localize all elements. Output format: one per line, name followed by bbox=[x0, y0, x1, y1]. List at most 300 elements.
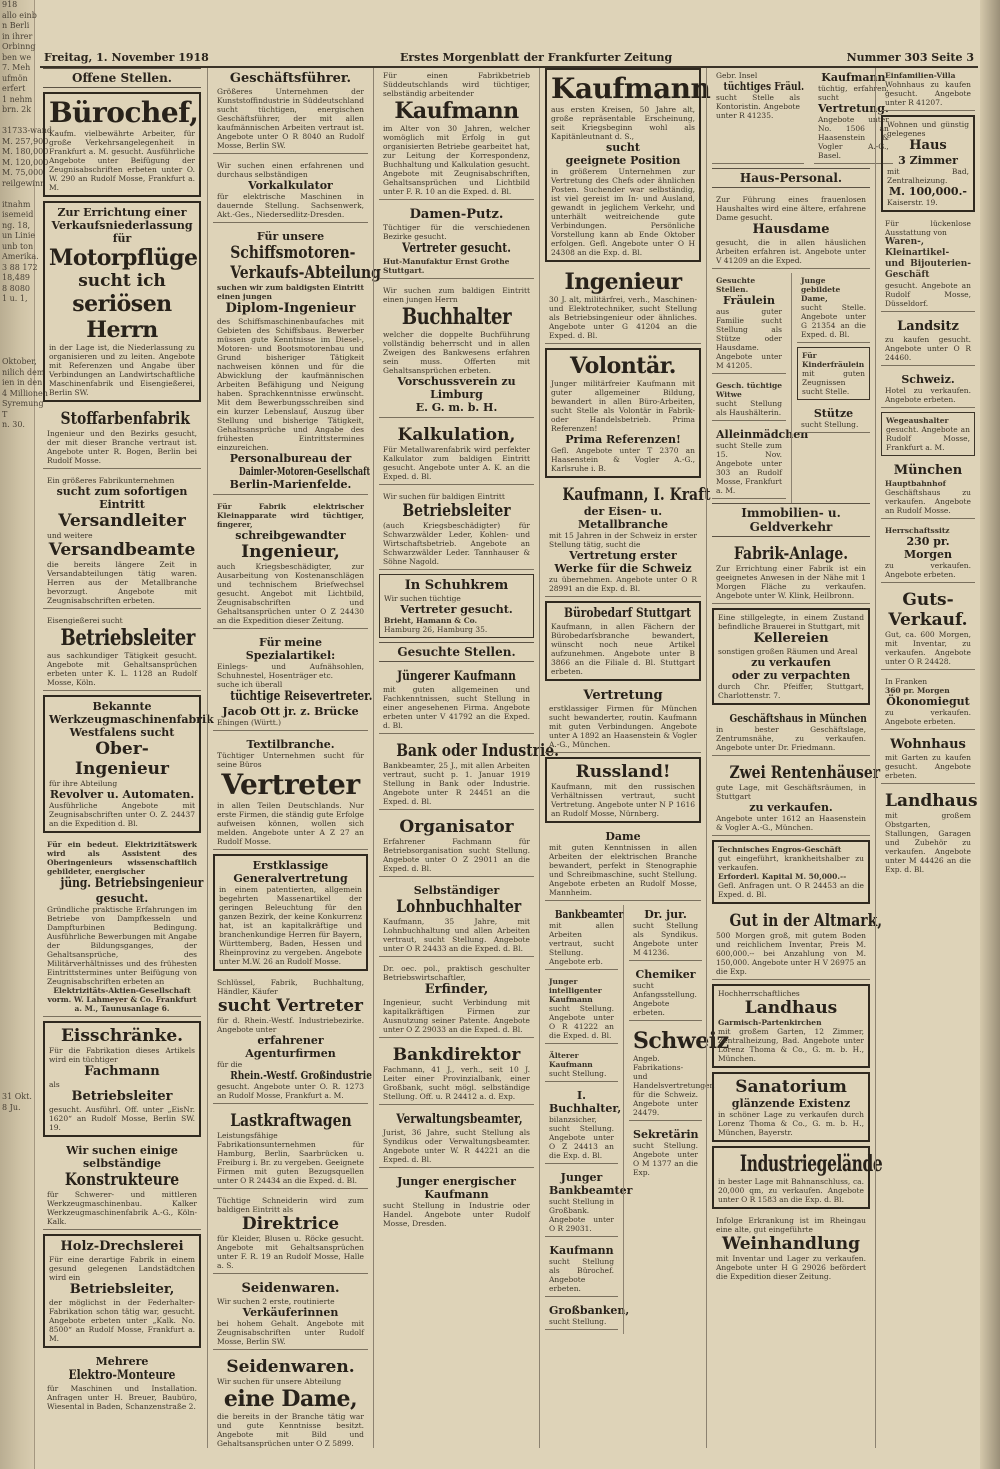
ad-line: sucht ich bbox=[78, 271, 166, 291]
margin-fragment: ng. 18, bbox=[2, 220, 31, 230]
margin-fragment: unb ton bbox=[2, 241, 34, 251]
ad-body: sucht Stelle zum 15. Nov. Angebote unter 303 an Rudolf Mosse, Frankfurt a. M. bbox=[716, 441, 782, 495]
margin-fragment bbox=[0, 987, 34, 998]
ad-title: Chemiker bbox=[635, 968, 696, 981]
margin-fragment bbox=[0, 924, 34, 935]
margin-fragment bbox=[0, 714, 34, 725]
ad-burochef bbox=[43, 92, 201, 197]
margin-fragment: brn. 2k bbox=[2, 105, 32, 114]
ad-line: Garmisch-Partenkirchen bbox=[718, 1018, 822, 1027]
ad-title: Kaufmann bbox=[821, 71, 886, 84]
margin-fragment bbox=[0, 683, 34, 694]
ad-title: Geschäftsführer. bbox=[229, 71, 352, 86]
ad-sanatorium bbox=[712, 1072, 870, 1142]
ad-line: Eisengießerei sucht bbox=[47, 616, 123, 625]
page-header bbox=[40, 48, 978, 68]
ad-kaufmann-kraft bbox=[545, 482, 711, 597]
ad-title: Verkäuferinnen bbox=[242, 1306, 339, 1319]
ad-body: gesucht. Ausführl. Off. unter „EisNr. 1620“ an Rudolf Mosse, Berlin SW. 19. bbox=[49, 1105, 195, 1132]
margin-fragment: ien in den bbox=[2, 378, 43, 387]
ad-lohnbuchhalter bbox=[379, 881, 534, 957]
margin-fragment bbox=[0, 1008, 34, 1019]
ad-landsitz bbox=[881, 316, 975, 366]
ad-line: Gefl. Anfragen unt. O R 24453 an die Exped. d. Bl. bbox=[718, 881, 864, 899]
ad-body: sucht Stelle als Kontoristin. Angebote unter R 41235. bbox=[716, 93, 800, 120]
ad-line: für ihre Abteilung bbox=[49, 779, 118, 788]
ad-line: Hochherrschaftliches bbox=[718, 989, 800, 998]
margin-fragment: 1 nehm bbox=[2, 94, 33, 104]
section-title: Immobilien- u. Geldverkehr bbox=[712, 503, 870, 537]
ad-body: des Schiffsmaschinenbaufaches mit Gebieten des Schiffsbaus. Bewerber müssen gute Kenntnisse im Diesel-, Motoren- und Bootsmotorenbau und Grund bisheriger Tätigkeit nachweisen können und für die Abwicklung der kaufmännischen Arbeiten Befähigung und Neigung haben. Sprachkenntnisse erwünscht. Mit dem Bewerbungsschreiben sind ein kurzer Lebenslauf, Auszug über Stellung und bisherige Tätigkeit, Gehaltsansprüche und Angabe des frühesten Eintrittstermines einzureichen. bbox=[217, 317, 364, 452]
margin-fragment bbox=[0, 861, 34, 872]
margin-fragment bbox=[0, 1050, 34, 1061]
ad-body: in größerem Unternehmen zur Vertretung des Chefs oder ähnlichen Posten. Suchender war selbständig, ist viel gereist im In- und Ausland, gewandt in jeglichem Verkehr, und unterhält weitreichende gute Verbindungen. Persönliche Vorstellung kann ab Ende Oktober erfolgen. Gefl. Angebote unter O H 24308 an die Exp. d. Bl. bbox=[551, 167, 695, 257]
ad-body: Kaufmann, in allen Fächern der Bürobedarfsbranche bewandert, wünscht noch neue Artikel aufzunehmen. Angebote unter B 3866 an die Filiale d. Bl. Stuttgart erbeten. bbox=[551, 622, 695, 676]
ad-holz-drechslerei bbox=[43, 1234, 201, 1348]
ad-title: Russland! bbox=[575, 762, 671, 782]
ad-body: mit 15 Jahren in der Schweiz in erster Stellung tätig, sucht die bbox=[549, 531, 697, 549]
ad-body: sucht Stellung. Angebote unter O R 41222 an die Exped. d. Bl. bbox=[549, 1004, 614, 1040]
ad-firm: Elektrizitäts-Aktien-Gesellschaft vorm. W. Lahmeyer & Co. Frankfurt a. M., Taunusanlage 6. bbox=[47, 986, 197, 1013]
ad-body: mit guten Kenntnissen in allen Arbeiten der elektrischen Branche bewandert, perfekt in Stenographie und Schreibmaschine, sucht Stellung. Angebote erbeten an Rudolf Mosse, Mannheim. bbox=[549, 843, 697, 897]
ad-title: Ingenieur, bbox=[241, 542, 340, 562]
margin-fragment: 918 bbox=[2, 0, 18, 9]
ad-jungerer-kaufmann bbox=[379, 666, 534, 734]
ad-title: I. Buchhalter, bbox=[549, 1089, 622, 1115]
ad-geschaftsfuhrer bbox=[213, 68, 368, 154]
ad-title: Bank oder Industrie. bbox=[396, 741, 559, 761]
margin-fragment bbox=[0, 578, 34, 589]
ad-wohnhaus bbox=[881, 734, 975, 784]
margin-fragment bbox=[0, 483, 34, 494]
ad-title: tüchtiges Fräul. bbox=[723, 80, 805, 93]
ad-line: 360 pr. Morgen bbox=[885, 686, 950, 695]
ad-line: Wir suchen einen erfahrenen und durchaus selbständigen bbox=[217, 161, 364, 179]
ad-body: bilanzsicher, sucht Stellung. Angebote unter O Z 24413 an die Exp. d. Bl. bbox=[549, 1115, 614, 1160]
margin-fragment bbox=[0, 1176, 34, 1187]
ad-body: sucht Stellung als Syndikus. Angebote unter M 41236. bbox=[633, 921, 698, 957]
ad-buchhalter-col4 bbox=[545, 1086, 622, 1164]
ad-title: Organisator bbox=[399, 817, 514, 837]
ad-line: Bekannte Werkzeugmaschinenfabrik bbox=[49, 700, 214, 726]
col5-mid-right bbox=[791, 273, 875, 503]
ad-body: der möglichst in der Federhalter-Fabrikation schon tätig war, gesucht. Angebote erbeten unter „Kalk. No. 8500“ an Rudolf Mosse, Frankfurt a. M. bbox=[49, 1298, 195, 1343]
ad-fabrik-anlage bbox=[712, 541, 870, 604]
ad-line: glänzende Existenz bbox=[731, 1097, 851, 1110]
ad-line: Ehingen (Württ.) bbox=[217, 718, 282, 727]
col4-left bbox=[540, 905, 633, 1334]
margin-fragment bbox=[0, 1155, 34, 1166]
margin-fragment: nilich dem bbox=[2, 367, 45, 377]
ad-title: Dr. jur. bbox=[644, 908, 687, 921]
margin-fragment bbox=[0, 903, 34, 914]
margin-fragment: 1 u. 1, bbox=[2, 294, 28, 303]
ad-line: Für die Fabrikation dieses Artikels wird ein tüchtiger bbox=[49, 1046, 195, 1064]
ad-dame bbox=[545, 827, 701, 901]
margin-fragment bbox=[0, 725, 34, 736]
ad-line: 230 pr. Morgen bbox=[904, 535, 952, 561]
ad-line: Selbständiger bbox=[413, 884, 500, 897]
ad-body: aus ersten Kreisen, 50 Jahre alt, große repräsentable Erscheinung, seit Kriegsbeginn wohl als Kapitänleutnant d. S., bbox=[551, 105, 695, 141]
ad-body: gesucht, die in allen häuslichen Arbeiten erfahren ist. Angebote unter V 41209 an die Exped. bbox=[716, 238, 866, 265]
ad-line: Eine stillgelegte, in einem Zustand befindliche Brauerei in Stuttgart, mit bbox=[718, 613, 864, 631]
margin-fragment bbox=[0, 914, 34, 925]
ad-body: Für Metallwarenfabrik wird perfekter Kalkulator zum baldigen Eintritt gesucht. Angebote unter A. K. an die Exped. d. Bl. bbox=[383, 445, 530, 481]
ad-firm: Vorschussverein zu Limburg bbox=[397, 375, 516, 401]
ad-reisevertreter bbox=[213, 633, 373, 731]
ad-direktrice bbox=[213, 1193, 368, 1274]
ad-body: Größeres Unternehmen der Kunststoffindustrie in Süddeutschland sucht tüchtigen, energischen Geschäftsführer, der mit allen kaufmännischen Arbeiten vertraut ist. Angebote unter O R 8040 an Rudolf Mosse, Berlin SW. bbox=[217, 87, 364, 150]
ad-title: Verkaufs-Abteilung bbox=[230, 263, 381, 283]
margin-fragment: M. 180,000 bbox=[2, 147, 49, 156]
ad-title: Kaufmann bbox=[549, 1244, 614, 1257]
margin-fragment: Oktober, bbox=[2, 357, 37, 366]
margin-fragment bbox=[0, 1029, 34, 1040]
ad-title: Motorpflüge bbox=[49, 245, 198, 271]
ad-title: Stoffarbenfabrik bbox=[60, 409, 190, 429]
ad-body: aus sachkundiger Tätigkeit gesucht. Angebote mit Gehaltsansprüchen erbeten unter K. L. 1128 an Rudolf Mosse, Köln. bbox=[47, 651, 197, 687]
ad-title: Geschäftshaus in München bbox=[729, 712, 867, 725]
margin-fragment bbox=[0, 473, 34, 484]
margin-fragment bbox=[0, 882, 34, 893]
margin-fragment bbox=[0, 1061, 34, 1072]
ad-line: Wir suchen tüchtige bbox=[384, 594, 461, 603]
column-5 bbox=[706, 68, 889, 1448]
ad-line: Personalbureau der bbox=[229, 452, 352, 465]
ad-body: zu übernehmen. Angebote unter O R 28991 an die Exp. d. Bl. bbox=[549, 575, 697, 593]
ad-title: Seidenwaren. bbox=[226, 1357, 355, 1377]
margin-fragment: n. 30. bbox=[2, 420, 25, 429]
ad-wegeaushalter bbox=[881, 412, 975, 456]
ad-title: tüchtige Reisevertreter. bbox=[230, 689, 373, 704]
ad-body: gesucht. Angebote an Rudolf Mosse, Frankfurt a. M. bbox=[886, 425, 970, 452]
ad-body: mit großem Obstgarten, Stallungen, Garagen und Zubehör zu verkaufen. Angebote unter M 44426 an die Exp. d. Bl. bbox=[885, 811, 971, 874]
margin-fragment bbox=[0, 1208, 34, 1219]
margin-fragment: 31 Okt. bbox=[2, 1092, 32, 1101]
ad-line: Tüchtige Schneiderin wird zum baldigen Eintritt als bbox=[217, 1196, 364, 1214]
ad-title: Dame bbox=[605, 830, 641, 843]
ad-line: Gebr. Insel bbox=[716, 71, 758, 80]
ad-kaufmann-col4 bbox=[545, 1241, 618, 1297]
ad-firm: Hut-Manufaktur Ernst Grothe bbox=[383, 257, 510, 266]
ad-line: geeignete Position bbox=[565, 154, 681, 167]
ad-line: Wohnen und günstig gelegenes bbox=[887, 120, 969, 138]
margin-fragment bbox=[0, 830, 34, 841]
ad-title: Wegeaushalter bbox=[886, 416, 949, 425]
ad-lastkraftwagen bbox=[213, 1108, 368, 1189]
ad-title: Junger Bankbeamter bbox=[549, 1171, 633, 1197]
margin-fragment: M. 120,000 bbox=[2, 157, 49, 167]
ad-line: Schlüssel, Fabrik, Buchhaltung, Händler, Käufer bbox=[217, 978, 364, 996]
left-margin-fragments bbox=[0, 0, 53, 1469]
ad-line: Vertretung erster Werke für die Schweiz bbox=[554, 549, 692, 575]
ad-line: Gefl. Angebote unter T 2370 an Haasenstein & Vogler A.-G., Karlsruhe i. B. bbox=[551, 446, 695, 473]
ad-okonomiegut bbox=[881, 674, 975, 730]
margin-fragment: 7. Meh bbox=[2, 63, 31, 72]
ad-junge-dame bbox=[797, 273, 870, 343]
margin-fragment bbox=[0, 977, 34, 988]
section-title: Gesuchte Stellen. bbox=[379, 642, 534, 662]
margin-fragment bbox=[0, 872, 34, 883]
ad-body: in allen Teilen Deutschlands. Nur erste Firmen, die ständig gute Erfolge aufweisen können, wollen sich melden. Angebote unter A Z 27 an Rudolf Mosse. bbox=[217, 801, 364, 846]
ad-witwe bbox=[712, 378, 786, 421]
ad-title: Junger energischer Kaufmann bbox=[397, 1175, 516, 1201]
ad-junger-kaufmann bbox=[545, 974, 618, 1044]
ad-line: Revolver u. Automaten. bbox=[49, 788, 195, 801]
margin-fragment: itnahm bbox=[2, 199, 31, 209]
ad-line: Für eine derartige Fabrik in einem gesund gelegenen Landstädtchen wird ein bbox=[49, 1255, 195, 1282]
ad-body: Angebote unter No. 1506 an Haasenstein & Vogler A.-G., Basel. bbox=[818, 115, 889, 160]
ad-title: sucht Vertreter bbox=[217, 996, 364, 1016]
ad-elektro-monteure bbox=[43, 1352, 201, 1414]
header-paper-name: Erstes Morgenblatt der Frankfurter Zeitung bbox=[400, 51, 673, 64]
column-3 bbox=[373, 68, 559, 1448]
ad-munchen bbox=[881, 460, 975, 519]
ad-title: In Schuhkrem bbox=[404, 578, 509, 593]
margin-fragment bbox=[0, 1229, 34, 1240]
ad-line: Textilbranche. bbox=[246, 738, 335, 751]
margin-fragment: 31733-wand bbox=[2, 126, 53, 135]
ad-body: sucht Anfangsstellung. Angebote erbeten. bbox=[633, 981, 697, 1017]
ad-title: Technisches Engros-Geschäft bbox=[718, 845, 842, 854]
ad-konstrukteure bbox=[43, 1141, 201, 1230]
margin-fragment bbox=[0, 893, 34, 904]
ad-line: 3 Zimmer bbox=[898, 154, 958, 167]
margin-fragment bbox=[0, 945, 34, 956]
ad-body: Leistungsfähige Fabrikationsunternehmen für Hamburg, Berlin, Saarbrücken u. Freiburg i. Br. zu vergeben. Geeignete Firmen mit guten Bezugsquellen unter O R 24434 an die Exped. d. Bl. bbox=[217, 1131, 364, 1185]
margin-fragment bbox=[0, 1197, 34, 1208]
ad-ober-ingenieur bbox=[43, 695, 214, 833]
margin-fragment: 18,489 bbox=[2, 273, 30, 282]
ad-line: Fräulein bbox=[723, 294, 775, 307]
margin-fragment: Syremung bbox=[2, 399, 44, 408]
ad-body: mit guten Zeugnissen sucht Stelle. bbox=[802, 369, 865, 396]
ad-title: Schiffsmotoren- bbox=[230, 243, 356, 263]
margin-fragment: reilgewinn bbox=[2, 178, 46, 188]
column-1 bbox=[38, 68, 214, 1448]
ad-betriebsleiter-col3 bbox=[379, 489, 534, 570]
margin-fragment bbox=[0, 462, 34, 473]
ad-firm: Jacob Ott jr. z. Brücke bbox=[222, 705, 359, 718]
ad-body: Angeb. Fabrikations- und Handelsvertretungen für die Schweiz. Angebote unter 24479. bbox=[633, 1054, 715, 1117]
margin-fragment: n Berli bbox=[2, 21, 30, 30]
ad-dr-jur bbox=[629, 905, 702, 961]
margin-fragment: erfert bbox=[2, 84, 26, 93]
margin-fragment bbox=[0, 431, 34, 442]
margin-fragment bbox=[0, 515, 34, 526]
ad-motorpfluge bbox=[43, 201, 201, 402]
col5-top-split bbox=[707, 68, 889, 168]
ad-line: Betriebsleiter, bbox=[69, 1282, 175, 1297]
ad-title: Industriegelände bbox=[739, 1151, 883, 1177]
margin-fragment bbox=[0, 1113, 34, 1124]
ad-body: in schöner Lage zu verkaufen durch Lorenz Thoma & Co., G. m. b. H., München, Bayerstr. bbox=[718, 1110, 864, 1137]
margin-fragment bbox=[0, 336, 34, 347]
ad-line: Für unsere bbox=[256, 230, 325, 243]
ad-line: Betriebsleiter bbox=[71, 1089, 173, 1104]
ad-line: Für Fabrik elektrischer Kleinapparate wird tüchtiger, fingerer, bbox=[217, 502, 364, 529]
ad-body: gute Lage, mit Geschäftsräumen, in Stuttgart bbox=[716, 783, 866, 801]
ad-line: Hauptbahnhof bbox=[885, 479, 946, 488]
ad-line: Infolge Erkrankung ist im Rheingau eine alte, gut eingeführte bbox=[716, 1216, 866, 1234]
ad-body: Kaufmann, 35 Jahre, mit Lohnbuchhaltung und allen Arbeiten vertraut, sucht Stellung. Angebote unter O R 24433 an die Exped. d. Bl. bbox=[383, 917, 530, 953]
ad-alterer-kaufmann bbox=[545, 1048, 618, 1082]
ad-line: Wir suchen 2 erste, routinierte bbox=[217, 1297, 335, 1306]
margin-fragment bbox=[0, 494, 34, 505]
ad-body: Wohnhaus zu kaufen gesucht. Angebote unter R 41207. bbox=[885, 80, 971, 107]
ad-energischer-kaufmann bbox=[379, 1172, 534, 1231]
margin-fragment bbox=[0, 326, 34, 337]
ad-body: sucht Stellung in Großbank. Angebote unter O R 29031. bbox=[549, 1197, 614, 1233]
ad-body: die bereits längere Zeit in Versandabteilungen tätig waren. Herren aus der Metallbranche bevorzugt. Angebote mit Zeugnisabschriften erbeten. bbox=[47, 560, 197, 605]
ad-title: Junger intelligenter Kaufmann bbox=[549, 977, 602, 1004]
ad-line: Ein größeres Fabrikunternehmen bbox=[47, 476, 175, 485]
ad-line: In Franken bbox=[885, 677, 928, 686]
ad-seidenwaren-2 bbox=[213, 1354, 368, 1451]
section-title: Haus-Personal. bbox=[712, 168, 870, 188]
ad-vertreter-textil bbox=[213, 735, 368, 850]
ad-title: Jüngerer Kaufmann bbox=[397, 669, 516, 684]
margin-fragment: 4 Millionen bbox=[2, 388, 48, 398]
ad-haus bbox=[881, 115, 975, 212]
ad-line: Angebote unter 1612 an Haasenstein & Vogler A.-G., München. bbox=[716, 814, 866, 832]
ad-bijouterien bbox=[881, 216, 975, 312]
ad-title: Rhein.-Westf. Großindustrie bbox=[230, 1069, 372, 1082]
margin-fragment bbox=[0, 756, 34, 767]
margin-fragment bbox=[0, 347, 34, 358]
ad-line: Wir suchen zum baldigen Eintritt einen jungen Herrn bbox=[383, 286, 530, 304]
ad-alleinmadchen bbox=[712, 425, 809, 499]
ad-title: Landsitz bbox=[897, 319, 959, 334]
ad-line: erfahrener Agenturfirmen bbox=[245, 1034, 336, 1060]
ad-betriebsleiter bbox=[43, 613, 201, 691]
margin-fragment bbox=[0, 116, 34, 127]
ad-title: Elektro-Monteure bbox=[68, 1368, 176, 1383]
ad-body: Geschäftshaus zu verkaufen. Angebote an Rudolf Mosse. bbox=[885, 488, 971, 515]
ad-line: tüchtig, erfahren, sucht bbox=[818, 84, 889, 102]
ad-line: Für meine Spezialartikel: bbox=[245, 636, 336, 662]
ad-body: Gut, ca. 600 Morgen, mit Inventar, zu verkaufen. Angebote unter O R 24428. bbox=[885, 630, 971, 666]
ad-body: sucht Stellung in Industrie oder Handel. Angebote unter Rudolf Mosse, Dresden. bbox=[383, 1201, 530, 1228]
ad-line: Einlegs- und Aufnähsohlen, Schuhnestel, Hosenträger etc. bbox=[217, 662, 364, 680]
ad-line: Tüchtiger für die verschiedenen Bezirke gesucht. bbox=[383, 223, 530, 241]
ad-title: Alleinmädchen bbox=[716, 428, 809, 441]
ad-title: Weinhandlung bbox=[721, 1234, 861, 1254]
margin-fragment bbox=[0, 1250, 34, 1261]
margin-fragment bbox=[0, 693, 34, 704]
margin-fragment bbox=[0, 767, 34, 778]
ad-line: Erforderl. Kapital M. 50,000.-- bbox=[718, 872, 847, 881]
ad-kaufmann-kapitan bbox=[545, 68, 711, 262]
ad-body: Zur Errichtung einer Fabrik ist ein geeignetes Anwesen in der Nähe mit 1 Morgen Fläche zu verkaufen. Angebote unter W. Klink, Heilbronn. bbox=[716, 564, 866, 600]
ad-body: Jurist, 36 Jahre, sucht Stellung als Syndikus oder Verwaltungsbeamter. Angebote unter W. R 44221 an die Exped. d. Bl. bbox=[383, 1128, 530, 1164]
ad-title: Schweiz. bbox=[901, 373, 955, 386]
ad-title: Großbanken, bbox=[549, 1304, 630, 1317]
ad-title: Volontär. bbox=[570, 353, 676, 379]
margin-fragment: ben we bbox=[2, 52, 32, 62]
ad-bankbeamter bbox=[545, 905, 624, 970]
ad-hausdame bbox=[712, 192, 870, 269]
ad-body: Für lückenlose Ausstattung von bbox=[885, 219, 971, 237]
ad-bank-industrie bbox=[379, 738, 559, 810]
ad-line: Tüchtiger Unternehmen sucht für seine Büros bbox=[217, 751, 364, 769]
ad-firm: Brieht, Hamann & Co. bbox=[384, 616, 478, 625]
ad-russland bbox=[545, 757, 701, 823]
ad-title: Versandleiter bbox=[58, 511, 186, 531]
margin-fragment: 8 8080 bbox=[2, 283, 30, 293]
ad-generalvertretung bbox=[213, 854, 368, 971]
margin-fragment bbox=[0, 1134, 34, 1145]
ad-kinderfraulein bbox=[797, 347, 870, 400]
ad-seidenwaren-1 bbox=[213, 1278, 368, 1350]
ad-title: Betriebsleiter bbox=[402, 501, 511, 521]
ad-body: Zur Führung eines frauenlosen Haushaltes wird eine ältere, erfahrene Dame gesucht. bbox=[716, 195, 866, 222]
ad-title: seriösen Herrn bbox=[72, 291, 172, 343]
margin-fragment bbox=[0, 1071, 34, 1082]
ad-body: zu kaufen gesucht. Angebote unter O R 24460. bbox=[885, 335, 971, 362]
ad-line: Kaiserstr. 19. bbox=[887, 198, 938, 207]
ad-body: Gründliche praktische Erfahrungen im Betriebe von Dampfkesseln und Dampfturbinen Bedingung. Ausführliche Bewerbungen mit Angabe der Bildungsganges, der Gehaltsansprüche, des Militärverhältnisses und des frühesten Eintrittstermines unter Beifügung von Zeugnisabschriften erbeten an bbox=[47, 905, 197, 986]
margin-fragment bbox=[0, 956, 34, 967]
ad-landhaus-garmisch bbox=[712, 984, 870, 1068]
ad-kaufmann-fabrik bbox=[379, 68, 534, 200]
right-page-edge bbox=[980, 0, 1000, 1469]
ad-body: sucht Stellung. bbox=[549, 1317, 607, 1326]
ad-volontar bbox=[545, 348, 701, 478]
ad-body: mit Inventar und Lager zu verkaufen. Angebote unter H G 29026 befördert die Expedition dieser Zeitung. bbox=[716, 1254, 866, 1281]
ad-line: Westfalens sucht bbox=[69, 726, 175, 739]
ad-title: Vertretung. bbox=[818, 102, 889, 115]
margin-fragment bbox=[0, 998, 34, 1009]
ad-body: für elektrische Maschinen in dauernde Stellung. Sachsenwerk, Akt.-Ges., Niedersedlitz-Dresden. bbox=[217, 192, 364, 219]
col5-mid-left bbox=[707, 273, 809, 503]
margin-fragment: T bbox=[2, 409, 8, 419]
ad-body: Ausführliche Angebote mit Zeugnisabschriften unter O. Z. 24437 an die Expedition d. Bl. bbox=[49, 801, 195, 828]
margin-fragment bbox=[0, 966, 34, 977]
ad-body: Junger militärfreier Kaufmann mit guter allgemeiner Bildung, bewandert in allen Büro-Arbeiten, sucht Stelle als Volontär in Fabrik- oder Handelsbetrieb. Prima Referenzen! bbox=[551, 379, 695, 433]
ad-title: Gesch. tüchtige Witwe bbox=[716, 381, 782, 399]
ad-geschaftshaus bbox=[712, 709, 870, 756]
ad-line: Verkaufsniederlassung für bbox=[51, 219, 193, 245]
ad-line: Stuttgart. bbox=[383, 266, 425, 275]
ad-line: schreibgewandter bbox=[235, 529, 346, 542]
ad-title: Vertreter bbox=[221, 768, 360, 801]
ad-line: suchen wir zum baldigsten Eintritt einen jungen bbox=[217, 283, 364, 301]
ad-body: erstklassiger Firmen für München sucht bewanderter, routin. Kaufmann mit guten Verbindungen. Angebote unter A 1892 an Haasenstein & Vogler A.-G., München. bbox=[549, 704, 697, 749]
ad-line: Hamburg 26, Hamburg 35. bbox=[384, 625, 488, 634]
ad-body: die bereits in der Branche tätig war und gute Kenntnisse besitzt. Angebote mit Bild und Gehaltsansprüchen unter O Z 5899. bbox=[217, 1412, 364, 1448]
ad-title: Bankbeamter bbox=[554, 908, 624, 921]
ad-body: auch Kriegsbeschädigter, zur Ausarbeitung von Kostenanschlägen und technischem Briefwechsel gesucht. Angebot mit Lichtbild, Zeugnisabschriften und Gehaltsansprüchen unter O Z 24430 an die Expedition dieser Zeitung. bbox=[217, 562, 364, 625]
ad-body: Fachmann, 41 J., verh., seit 10 J. Leiter einer Provinzialbank, einer Großbank, sucht mögl. selbständige Stellung. Off. u. R 24412 a. d. Exp. bbox=[383, 1065, 530, 1101]
column-2 bbox=[207, 68, 381, 1448]
margin-fragment bbox=[0, 672, 34, 683]
ad-body: Hotel zu verkaufen. Angebote erbeten. bbox=[885, 386, 971, 404]
margin-fragment bbox=[0, 788, 34, 799]
ad-body: 500 Morgen groß, mit gutem Boden und reichlichem Inventar, Preis M. 600,000.-- bei Anzahlung von M. 150,000. Angebote unter H V 26975 an die Exp. bbox=[716, 931, 866, 976]
ad-title: Direktrice bbox=[241, 1214, 340, 1234]
ad-title: Versandbeamte bbox=[48, 540, 196, 560]
ad-stutze bbox=[797, 404, 870, 433]
ad-body: sucht Stellung. bbox=[549, 1069, 607, 1078]
ad-title: Schweiz bbox=[633, 1028, 729, 1054]
ad-body: für Maschinen und Installation. Anfragen unter H. Breuer, Baubüro, Wiesental in Baden, Schanzenstraße 2. bbox=[47, 1384, 197, 1411]
ad-title: Ökonomiegut bbox=[886, 695, 970, 708]
ad-line: der Eisen- u. Metallbranche bbox=[577, 505, 669, 531]
margin-fragment: 3 88 172 bbox=[2, 262, 38, 272]
ad-title: Lohnbuchhalter bbox=[396, 897, 522, 917]
ad-einfamilien-villa bbox=[881, 68, 975, 111]
